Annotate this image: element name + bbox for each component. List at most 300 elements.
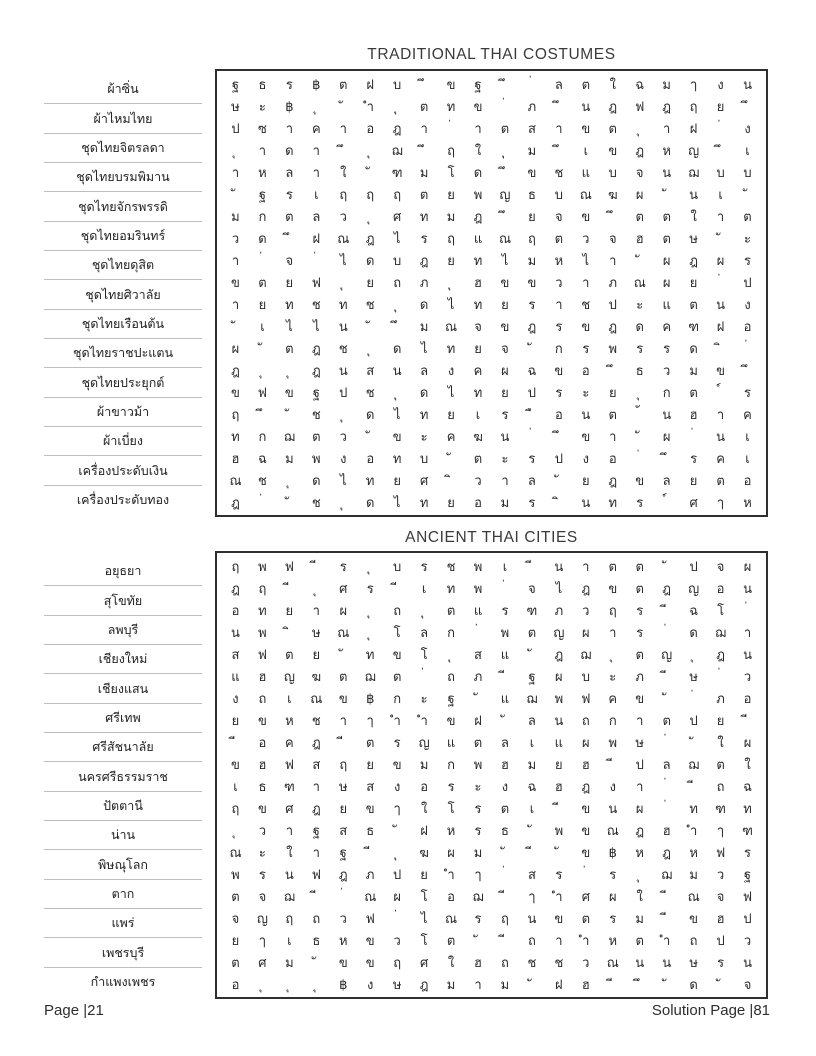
grid-cell — [492, 863, 519, 885]
grid-cell: ฟ — [365, 910, 375, 926]
grid-cell: ฮ — [635, 230, 644, 246]
grid-cell: ย — [447, 494, 455, 510]
grid-cell: ะ — [744, 230, 752, 246]
grid-cell: ฌ — [580, 646, 592, 662]
grid-cell — [653, 555, 680, 577]
grid-cell — [518, 73, 545, 95]
word-list-item: สุโขทัย — [44, 586, 202, 615]
grid-cell: ย — [393, 472, 401, 488]
grid-cell: ใ — [447, 954, 455, 970]
grid-cell: ข — [446, 76, 456, 92]
grid-cell: ษ — [392, 976, 402, 992]
grid-cell: ท — [446, 580, 456, 596]
grid-cell: จ — [555, 208, 563, 224]
grid-cell: ข — [365, 954, 375, 970]
grid-cell — [276, 491, 303, 513]
grid-cell — [599, 973, 626, 995]
grid-cell: ฤ — [393, 186, 402, 202]
grid-cell: ฌ — [364, 668, 376, 684]
grid-cell — [330, 885, 357, 907]
grid-cell: น — [743, 580, 752, 596]
grid-cell: ะ — [258, 98, 266, 114]
grid-cell: ท — [419, 208, 429, 224]
grid-cell: ช — [311, 406, 321, 422]
grid-cell: ต — [635, 580, 644, 596]
grid-cell — [384, 381, 411, 403]
grid-cell: ก — [258, 208, 267, 224]
grid-cell: ม — [419, 756, 429, 772]
grid-cell: ฎ — [527, 318, 537, 334]
grid-cell — [357, 161, 384, 183]
grid-cell: ข — [500, 274, 510, 290]
grid-cell: ข — [338, 954, 348, 970]
grid-cell: ษ — [231, 98, 240, 114]
grid-cell: พ — [231, 866, 240, 882]
grid-cell: ฤ — [339, 186, 348, 202]
grid-cell: ร — [744, 844, 752, 860]
word-list-item: อยุธยา — [44, 557, 202, 586]
grid-cell: ฿ — [608, 844, 617, 860]
grid-cell: า — [474, 120, 482, 136]
grid-cell: า — [231, 296, 240, 312]
grid-cell: ย — [582, 472, 590, 488]
grid-cell: ฎ — [608, 318, 618, 334]
grid-cell — [465, 929, 492, 951]
grid-cell: ศ — [285, 800, 294, 816]
grid-cell: โ — [717, 602, 725, 618]
grid-cell: ไ — [340, 472, 347, 488]
grid-cell: ข — [392, 428, 402, 444]
grid-cell: า — [285, 822, 294, 838]
grid-cell: ส — [312, 756, 321, 772]
grid-cell: ฤ — [231, 800, 240, 816]
grid-cell: ย — [608, 384, 617, 400]
grid-cell — [572, 863, 599, 885]
grid-cell — [276, 973, 303, 995]
grid-cell — [653, 491, 680, 513]
grid-cell: ข — [500, 318, 510, 334]
grid-cell: ฝ — [689, 120, 698, 136]
grid-cell: ข — [231, 384, 240, 400]
grid-cell: ย — [447, 252, 455, 268]
grid-cell — [545, 491, 572, 513]
grid-cell: ฉ — [527, 362, 537, 378]
grid-cell: ญ — [553, 624, 565, 640]
grid-cell: ณ — [687, 888, 700, 904]
grid-cell: ค — [743, 406, 752, 422]
grid-cell: ย — [312, 646, 321, 662]
grid-cell: า — [339, 712, 347, 728]
grid-cell: ฌ — [283, 428, 295, 444]
grid-cell: ว — [339, 208, 347, 224]
grid-cell: ษ — [689, 668, 698, 684]
grid-cell: ฝ — [420, 822, 428, 838]
grid-cell: ข — [365, 932, 375, 948]
grid-cell: ภ — [554, 602, 564, 618]
grid-cell — [599, 643, 626, 665]
grid-cell: ำ — [393, 712, 401, 728]
grid-cell — [330, 403, 357, 425]
grid-cell: ผ — [743, 558, 752, 574]
grid-cell: ห — [635, 844, 644, 860]
grid-cell — [222, 183, 249, 205]
grid-cell: ศ — [419, 954, 429, 970]
grid-cell: ฮ — [716, 910, 725, 926]
grid-cell: ซ — [258, 120, 267, 136]
grid-cell: ฮ — [581, 756, 590, 772]
grid-cell — [707, 227, 734, 249]
grid-cell: ฎ — [311, 734, 321, 750]
grid-cell: โ — [420, 888, 428, 904]
grid-cell: ผ — [608, 888, 617, 904]
grid-cell — [492, 709, 519, 731]
grid-cell: อ — [420, 778, 429, 794]
grid-cell: า — [716, 208, 725, 224]
grid-cell: ส — [474, 646, 482, 662]
grid-cell: ฟ — [257, 646, 268, 662]
grid-cell: ฎ — [231, 494, 240, 510]
grid-cell: า — [636, 778, 644, 794]
grid-cell: ถ — [501, 954, 509, 970]
letter-grid — [215, 69, 768, 517]
grid-cell: พ — [500, 624, 510, 640]
grid-cell: ฟ — [635, 98, 645, 114]
grid-cell — [599, 753, 626, 775]
grid-cell: น — [608, 800, 618, 816]
grid-cell: ข — [608, 580, 618, 596]
grid-cell: ฤ — [501, 910, 509, 926]
grid-cell: ช — [311, 494, 321, 510]
grid-cell: ภ — [608, 274, 618, 290]
puzzle-title: TRADITIONAL THAI COSTUMES — [367, 46, 616, 63]
grid-cell: เ — [475, 406, 481, 422]
grid-cell: ย — [501, 384, 509, 400]
grid-cell: ร — [501, 602, 509, 618]
grid-cell: ฑ — [742, 822, 753, 838]
word-list-item: ผ้าเบี่ยง — [44, 427, 202, 456]
grid-cell: า — [285, 120, 294, 136]
grid-cell: ฎ — [662, 580, 672, 596]
grid-cell: ฝ — [474, 712, 482, 728]
grid-cell: ป — [554, 450, 563, 466]
grid-cell: ล — [527, 472, 536, 488]
grid-cell — [438, 643, 465, 665]
grid-cell: ง — [717, 76, 724, 92]
grid-cell: ฆ — [311, 668, 322, 684]
word-list-item: เครื่องประดับทอง — [76, 492, 170, 507]
grid-cell: ย — [231, 932, 240, 948]
grid-cell: ต — [662, 712, 671, 728]
grid-cell: ร — [447, 778, 455, 794]
grid-cell: ม — [419, 318, 429, 334]
grid-cell: ฮ — [231, 450, 240, 466]
grid-cell: อ — [474, 494, 482, 510]
grid-cell: ข — [581, 428, 591, 444]
grid-cell: ร — [285, 76, 293, 92]
grid-cell — [357, 425, 384, 447]
grid-cell: เ — [260, 318, 265, 334]
grid-cell: ป — [635, 756, 644, 772]
grid-cell — [276, 469, 303, 491]
grid-cell: ผ — [393, 888, 401, 904]
grid-cell: ท — [473, 252, 483, 268]
grid-cell: า — [555, 120, 563, 136]
grid-cell: ำ — [663, 932, 671, 948]
grid-cell: เ — [529, 734, 535, 750]
grid-cell: ะ — [636, 296, 644, 312]
grid-cell: ท — [285, 296, 294, 312]
word-list-item: เพชรบุรี — [44, 938, 202, 967]
grid-cell: ข — [581, 208, 591, 224]
grid-cell — [249, 973, 276, 995]
grid-cell: ใ — [717, 734, 724, 750]
grid-cell: ธ — [312, 932, 321, 948]
grid-cell: ใ — [609, 76, 616, 92]
grid-cell: ต — [716, 472, 725, 488]
grid-cell: ข — [527, 164, 537, 180]
grid-cell: เ — [745, 142, 750, 158]
grid-cell: โ — [393, 624, 401, 640]
grid-cell: ร — [744, 384, 752, 400]
grid-cell — [303, 95, 330, 117]
grid-cell: ช — [446, 558, 456, 574]
grid-cell: ไ — [313, 318, 320, 334]
grid-cell: น — [743, 954, 752, 970]
grid-cell: เ — [421, 580, 427, 596]
grid-cell: ฤ — [339, 756, 348, 772]
grid-cell: ำ — [555, 888, 563, 904]
grid-cell: ส — [231, 646, 240, 662]
grid-cell: ต — [608, 120, 617, 136]
grid-cell: ว — [339, 428, 347, 444]
grid-cell — [357, 205, 384, 227]
grid-cell: ฟ — [581, 690, 591, 706]
grid-cell: ท — [473, 296, 483, 312]
grid-cell: ร — [555, 318, 563, 334]
grid-cell — [492, 665, 519, 687]
grid-cell: ญ — [688, 580, 700, 596]
grid-cell: ศ — [581, 888, 590, 904]
grid-cell: ร — [636, 340, 644, 356]
grid-cell: ส — [339, 822, 348, 838]
grid-cell: บ — [419, 450, 429, 466]
grid-cell: ณ — [445, 910, 458, 926]
grid-cell: ร — [474, 822, 482, 838]
grid-cell: บ — [393, 252, 402, 268]
grid-cell — [411, 139, 438, 161]
grid-cell: ฝ — [366, 76, 375, 92]
grid-cell: บ — [393, 558, 402, 574]
grid-cell: แ — [473, 602, 483, 618]
grid-cell: ญ — [256, 910, 268, 926]
grid-cell: พ — [258, 558, 267, 574]
grid-cell: ห — [608, 932, 618, 948]
grid-cell: ต — [312, 428, 321, 444]
grid-cell: ผ — [582, 734, 590, 750]
grid-cell: ก — [447, 756, 455, 772]
grid-cell: า — [555, 296, 563, 312]
grid-cell: ใ — [690, 208, 697, 224]
grid-cell: ห — [446, 822, 456, 838]
grid-cell — [222, 139, 249, 161]
grid-cell: ต — [581, 910, 591, 926]
grid-cell: า — [636, 712, 644, 728]
grid-cell: เ — [502, 558, 508, 574]
grid-cell: ท — [419, 406, 429, 422]
grid-cell: ท — [689, 800, 698, 816]
grid-cell: ฌ — [391, 142, 403, 158]
grid-cell: ย — [689, 274, 698, 290]
grid-cell: ข — [365, 800, 375, 816]
grid-cell: อ — [231, 976, 240, 992]
grid-cell: ส — [527, 120, 536, 136]
grid-cell: ฿ — [285, 98, 294, 114]
grid-cell: ร — [366, 580, 374, 596]
grid-cell: ฟ — [311, 866, 321, 882]
grid-cell: ฆ — [607, 186, 618, 202]
grid-cell: ก — [447, 624, 455, 640]
grid-cell: ผ — [635, 186, 644, 202]
grid-cell: ด — [312, 472, 321, 488]
grid-cell: ม — [446, 208, 456, 224]
grid-cell: อ — [231, 602, 240, 618]
grid-cell: ก — [554, 340, 563, 356]
grid-cell: ก — [662, 384, 671, 400]
grid-cell — [249, 337, 276, 359]
grid-cell: ไ — [555, 580, 563, 596]
grid-cell: ฎ — [473, 208, 483, 224]
grid-cell: ฤ — [689, 98, 698, 114]
grid-cell — [330, 271, 357, 293]
word-list-item: ชุดไทยบรมพิมาน — [44, 163, 202, 192]
grid-cell — [626, 249, 653, 271]
grid-cell: เ — [718, 186, 723, 202]
grid-cell: ถ — [312, 910, 321, 926]
grid-cell: ต — [689, 384, 698, 400]
grid-cell: โ — [447, 800, 455, 816]
grid-cell: ใ — [474, 142, 482, 158]
grid-cell: แ — [581, 164, 591, 180]
grid-cell — [249, 249, 276, 271]
grid-cell: จ — [474, 318, 482, 334]
grid-cell — [411, 665, 438, 687]
grid-cell: ญ — [499, 186, 511, 202]
grid-cell: ด — [392, 340, 402, 356]
grid-cell: ต — [635, 932, 644, 948]
grid-cell: ร — [555, 866, 563, 882]
grid-cell: ฎ — [635, 142, 645, 158]
grid-cell: ฐ — [312, 384, 320, 400]
grid-cell: ต — [231, 954, 240, 970]
grid-cell — [707, 117, 734, 139]
grid-cell: ณ — [310, 690, 323, 706]
grid-cell — [707, 139, 734, 161]
grid-cell: ฌ — [715, 624, 727, 640]
grid-cell: ว — [393, 932, 401, 948]
grid-cell — [653, 775, 680, 797]
grid-cell: ท — [473, 384, 483, 400]
grid-cell: ค — [716, 450, 725, 466]
grid-cell: โ — [420, 646, 428, 662]
grid-cell: แ — [554, 734, 564, 750]
grid-cell: พ — [608, 734, 618, 750]
grid-cell: ก — [393, 690, 402, 706]
grid-cell: อ — [743, 690, 752, 706]
grid-cell — [357, 139, 384, 161]
grid-cell: ต — [635, 208, 644, 224]
word-list-item: ชุดไทยราชปะแตน — [44, 339, 202, 368]
word-list-item: ผ้าไหมไทย — [44, 104, 202, 133]
grid-cell: ภ — [716, 690, 725, 706]
grid-cell: ฎ — [662, 98, 672, 114]
grid-cell: ง — [393, 778, 401, 794]
grid-cell: น — [581, 98, 591, 114]
grid-cell: น — [716, 428, 726, 444]
grid-cell: ฌ — [526, 690, 538, 706]
grid-cell: ง — [447, 362, 455, 378]
grid-cell: จ — [635, 164, 644, 180]
grid-cell — [518, 819, 545, 841]
grid-cell: ศ — [339, 580, 348, 596]
grid-cell: ง — [367, 976, 374, 992]
grid-cell: ธ — [635, 362, 644, 378]
word-list-item: เครื่องประดับเงิน — [44, 456, 202, 485]
grid-cell — [518, 841, 545, 863]
grid-cell: ย — [447, 186, 455, 202]
grid-cell: ง — [609, 778, 616, 794]
grid-cell: ป — [393, 866, 402, 882]
grid-cell: ไ — [582, 252, 590, 268]
grid-cell: า — [609, 252, 617, 268]
grid-cell: ธ — [366, 822, 375, 838]
grid-cell — [545, 139, 572, 161]
grid-cell — [276, 359, 303, 381]
grid-cell: ว — [743, 668, 752, 684]
grid-cell: า — [312, 142, 320, 158]
grid-cell: า — [312, 164, 320, 180]
grid-cell: ผ — [743, 734, 752, 750]
grid-cell: ย — [339, 800, 348, 816]
grid-cell — [303, 973, 330, 995]
grid-cell — [222, 819, 249, 841]
grid-cell — [303, 249, 330, 271]
grid-cell: ต — [446, 932, 456, 948]
grid-cell — [384, 95, 411, 117]
grid-cell: น — [338, 362, 348, 378]
grid-cell: ย — [285, 602, 294, 618]
grid-cell: ม — [285, 450, 294, 466]
grid-cell: ง — [340, 450, 347, 466]
grid-cell: ต — [419, 186, 429, 202]
grid-cell: ป — [689, 558, 698, 574]
grid-cell: ษ — [689, 954, 698, 970]
grid-cell: ฐ — [231, 76, 240, 92]
grid-cell: ข — [635, 472, 645, 488]
grid-cell: ม — [500, 976, 510, 992]
grid-cell: ป — [743, 274, 752, 290]
grid-cell: ฑ — [526, 602, 538, 618]
grid-cell: ใ — [286, 844, 293, 860]
grid-cell: ห — [662, 142, 671, 158]
grid-cell: ย — [528, 208, 536, 224]
grid-cell — [492, 929, 519, 951]
grid-cell — [357, 621, 384, 643]
grid-cell — [734, 337, 761, 359]
grid-cell — [680, 731, 707, 753]
grid-cell: ง — [744, 296, 751, 312]
grid-cell: ป — [527, 384, 537, 400]
grid-cell — [303, 577, 330, 599]
